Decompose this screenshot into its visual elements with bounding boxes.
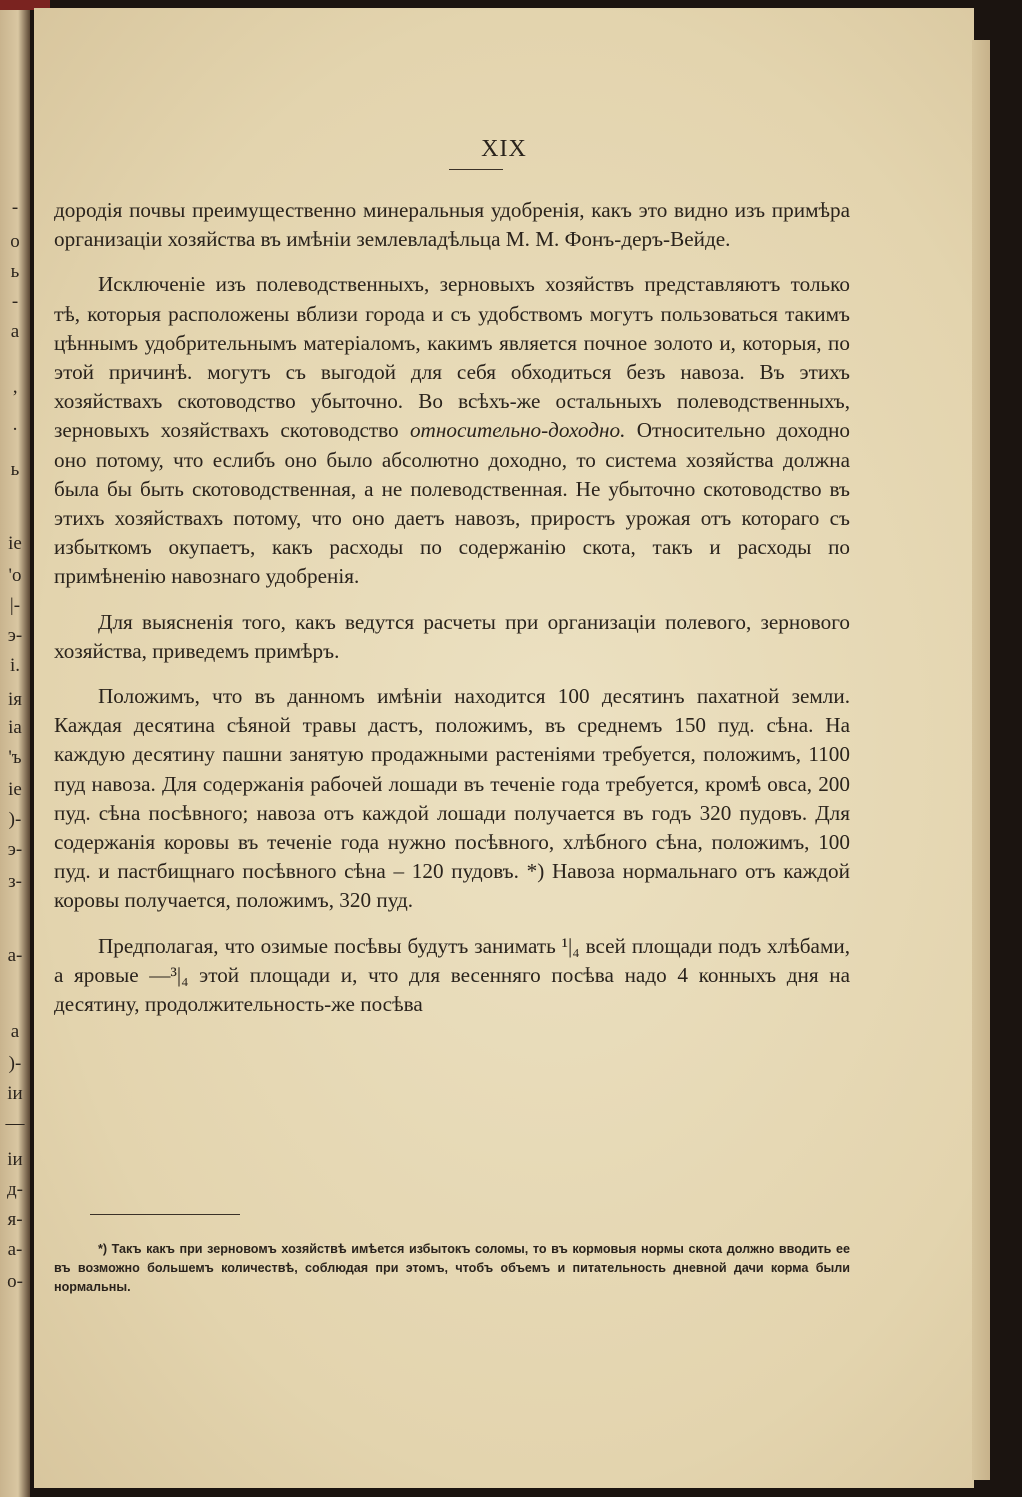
margin-fragment: э- <box>7 625 23 646</box>
margin-fragment: о <box>10 231 20 252</box>
paragraph-5: Предполагая, что озимые посѣвы будутъ занимать ¹|₄ всей площади подъ хлѣбами, а яровые —³|₄ этой площади и, что для весенняго посѣва надо 4 конныхъ дня на десятину, продолжительность-же посѣва <box>54 933 850 1017</box>
margin-fragment: )- <box>8 1053 22 1074</box>
margin-fragment: 'ъ <box>8 747 22 768</box>
margin-fragment: о- <box>7 1271 23 1292</box>
margin-fragment: - <box>11 291 19 312</box>
margin-fragment: іи <box>7 1149 23 1170</box>
page-number-rule <box>449 169 503 170</box>
margin-fragment: іе <box>8 779 22 800</box>
paragraph-2-italic-phrase: относительно-доходно. <box>409 418 626 443</box>
body-text <box>54 196 850 1035</box>
margin-fragment: і. <box>9 655 21 676</box>
margin-fragment: а <box>10 321 20 342</box>
paragraph-2-text-after: Относительно доходно оно потому, что еслибъ оно было абсолютно доходно, то система хозяйства должна была бы быть скотоводственная, а не полеводственная. Не убыточно скотоводство въ этихъ хозяйствахъ потому, что оно даетъ навозъ, приростъ урожая отъ котораго съ избыткомъ окупаетъ, какъ расходы по содержанію скота, такъ и расходы по примѣненію навознаго удобренія. <box>54 418 850 589</box>
margin-fragment: з- <box>8 871 22 892</box>
paragraph-1: дородія почвы преимущественно минеральныя удобренія, какъ это видно изъ примѣра организаціи хозяйства въ имѣніи землевладѣльца М. М. Фонъ-деръ-Вейде. <box>54 198 850 252</box>
margin-fragment: - <box>11 197 19 218</box>
margin-fragment: а <box>10 1021 20 1042</box>
margin-fragment: ’ <box>11 387 19 408</box>
paragraph-4: Положимъ, что въ данномъ имѣніи находится 100 десятинъ пахатной земли. Каждая десятина сѣяной травы дастъ, положимъ, въ среднемъ 150 пуд. сѣна. На каждую десятину пашни занятую продажными растеніями требуется, положимъ, 1100 пуд навоза. Для содержанія рабочей лошади въ теченіе года требуется, кромѣ овса, 200 пуд. сѣна посѣвного; навоза отъ каждой лошади получается въ годъ 320 пудовъ. Для содержанія коровы въ теченіе года нужно посѣвного, хлѣбного сѣна, положимъ, 100 пуд. и пастбищнаго посѣвного сѣна – 120 пудовъ. *) Навоза нормальнаго отъ каждой коровы получается, положимъ, 320 пуд. <box>54 684 850 913</box>
right-page-edge <box>972 40 990 1480</box>
paragraph-2-text-before: Исключеніе изъ полеводственныхъ, зерновыхъ хозяйствъ представляютъ только тѣ, которыя расположены вблизи города и съ удобствомъ могутъ пользоваться такимъ цѣннымъ удобрительнымъ матеріаломъ, какимъ является почное золото и, которыя, по этой причинѣ. могутъ съ выгодой для себя обходиться безъ навоза. Въ этихъ хозяйствахъ скотоводство убыточно. Во всѣхъ-же остальныхъ полеводственныхъ, зерновыхъ хозяйствахъ скотоводство <box>54 272 850 443</box>
margin-fragment: — <box>5 1113 25 1134</box>
margin-fragment: ь <box>10 261 20 282</box>
footnote: *) Такъ какъ при зерновомъ хозяйствѣ имѣется избытокъ соломы, то въ кормовыя нормы скота должно вводить ее въ возможно большемъ количествѣ, соблюдая при этомъ, чтобъ объемъ и питательность дневной дачи корма были нормальны. <box>54 1242 850 1294</box>
paragraph-3: Для выясненія того, какъ ведутся расчеты при организаціи полевого, зернового хозяйства, приведемъ примѣръ. <box>54 609 850 663</box>
previous-page-edge <box>0 0 30 1497</box>
margin-fragment: а- <box>7 945 23 966</box>
margin-fragment: іи <box>7 1083 23 1104</box>
margin-fragment: э- <box>7 839 23 860</box>
margin-fragment: іе <box>8 533 22 554</box>
page-number: XIX <box>481 136 527 162</box>
margin-fragment: а- <box>7 1239 23 1260</box>
footnote-rule <box>90 1214 240 1215</box>
margin-fragment: ія <box>7 689 23 710</box>
margin-fragment: · <box>11 419 19 440</box>
paragraph-2 <box>54 270 850 591</box>
margin-fragment: |- <box>9 595 21 616</box>
margin-fragment: іа <box>8 717 22 738</box>
margin-fragment: я- <box>7 1209 23 1230</box>
book-page <box>34 8 974 1488</box>
margin-fragment: 'о <box>8 565 22 586</box>
margin-fragment: д- <box>7 1179 23 1200</box>
margin-fragment: ь <box>10 459 20 480</box>
margin-fragment: )- <box>8 809 22 830</box>
